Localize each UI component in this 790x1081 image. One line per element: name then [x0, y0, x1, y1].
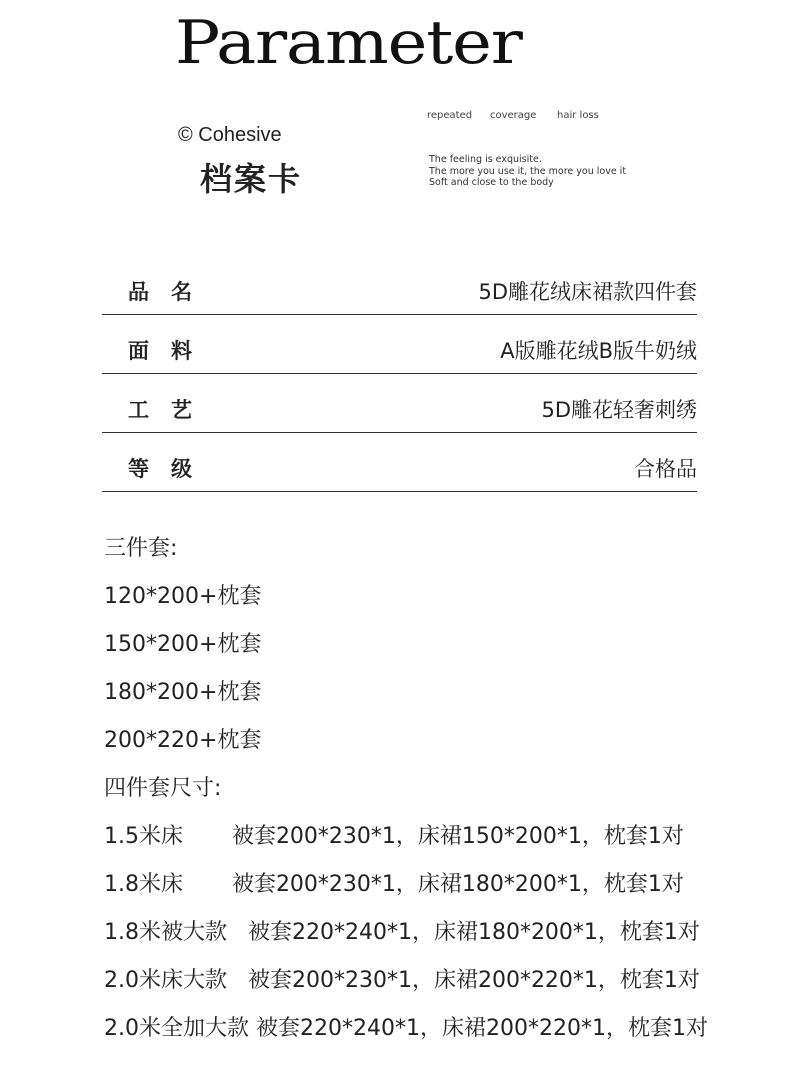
tag-coverage: coverage	[490, 110, 537, 121]
param-row-name	[102, 268, 697, 315]
description	[429, 154, 626, 189]
spec-line: 1.5米床 被套200*230*1，床裙150*200*1，枕套1对	[104, 824, 684, 849]
param-key: 品名	[128, 280, 214, 304]
param-value: 5D雕花轻奢刺绣	[541, 398, 697, 422]
param-row-craft	[102, 374, 697, 433]
spec-line: 180*200+枕套	[104, 680, 262, 705]
brand-name: © Cohesive	[178, 124, 282, 146]
spec-line: 2.0米床大款 被套200*230*1，床裙200*220*1，枕套1对	[104, 968, 700, 993]
tag-hair-loss: hair loss	[557, 110, 599, 121]
spec-heading: 三件套:	[104, 536, 178, 561]
spec-line: 1.8米床 被套200*230*1，床裙180*200*1，枕套1对	[104, 872, 684, 897]
size-spec-list	[104, 533, 708, 1061]
spec-line: 120*200+枕套	[104, 584, 262, 609]
param-row-grade	[102, 433, 697, 492]
tag-repeated: repeated	[427, 110, 473, 121]
spec-line: 1.8米被大款 被套220*240*1，床裙180*200*1，枕套1对	[104, 920, 700, 945]
page-title: Parameter	[175, 8, 522, 78]
spec-line: 200*220+枕套	[104, 728, 262, 753]
spec-heading: 四件套尺寸:	[104, 776, 222, 801]
card-label: 档案卡	[200, 160, 303, 198]
spec-line: 2.0米全加大款 被套220*240*1，床裙200*220*1，枕套1对	[104, 1016, 708, 1041]
parameter-table	[102, 268, 697, 492]
spec-line: 150*200+枕套	[104, 632, 262, 657]
param-value: 合格品	[634, 457, 697, 481]
param-key: 工艺	[128, 398, 214, 422]
param-value: 5D雕花绒床裙款四件套	[478, 280, 697, 304]
param-key: 等级	[128, 457, 214, 481]
param-value: A版雕花绒B版牛奶绒	[500, 339, 697, 363]
param-row-fabric	[102, 315, 697, 374]
description-line: The more you use it, the more you love it	[429, 165, 627, 177]
description-line: Soft and close to the body	[429, 177, 554, 188]
param-key: 面料	[128, 339, 214, 363]
description-line: The feeling is exquisite.	[429, 154, 542, 165]
